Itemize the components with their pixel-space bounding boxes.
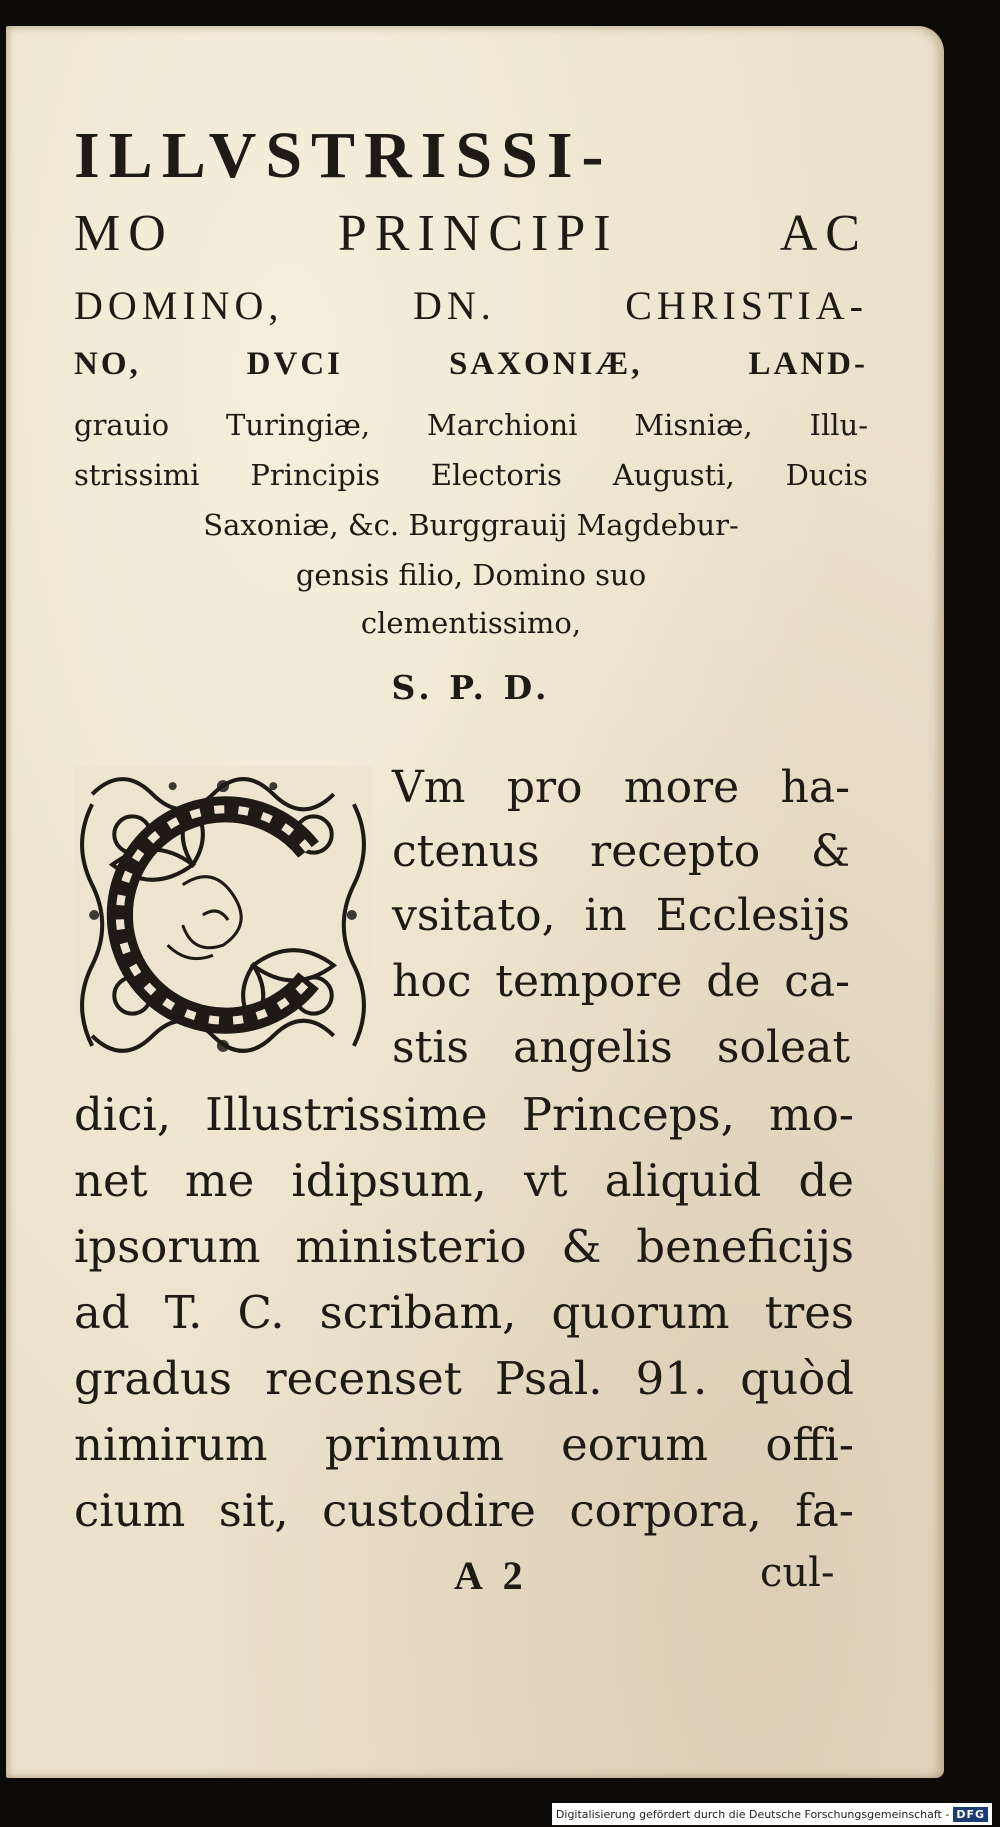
dedication-heading-line-1: ILLVSTRISSI- — [74, 119, 613, 192]
book-page — [6, 26, 944, 1778]
dedication-heading-line-3: DOMINO, DN. CHRISTIA- — [74, 283, 868, 328]
body-line-12: cium sit, custodire corpora, fa- — [74, 1484, 854, 1537]
body-line-3: vsitato, in Ecclesijs — [392, 890, 850, 941]
decorated-initial-c — [72, 764, 374, 1066]
body-line-11: nimirum primum eorum offi- — [74, 1418, 854, 1471]
dedication-heading-line-7: Saxoniæ, &c. Burggrauij Magdebur- — [203, 508, 739, 542]
body-line-1: Vm pro more ha- — [392, 762, 850, 813]
signature-mark: A 2 — [454, 1553, 529, 1598]
body-line-4: hoc tempore de ca- — [392, 956, 850, 1007]
body-line-5: stis angelis soleat — [392, 1022, 850, 1073]
dedication-heading-line-8: gensis filio, Domino suo — [295, 558, 647, 592]
dfg-logo: DFG — [953, 1807, 988, 1822]
body-line-8: ipsorum ministerio & beneficijs — [74, 1220, 854, 1273]
body-line-2: ctenus recepto & — [392, 826, 850, 877]
dedication-heading-line-9: clementissimo, — [360, 606, 582, 640]
body-line-9: ad T. C. scribam, quorum tres — [74, 1286, 854, 1339]
dedication-heading-line-2: MO PRINCIPI AC — [74, 205, 868, 262]
body-line-6: dici, Illustrissime Princeps, mo- — [74, 1088, 854, 1141]
dedication-heading-line-5: grauio Turingiæ, Marchioni Misniæ, Illu- — [74, 408, 868, 442]
footer-text: Digitalisierung gefördert durch die Deutsche Forschungsgemeinschaft - — [555, 1807, 950, 1821]
body-line-7: net me idipsum, vt aliquid de — [74, 1154, 854, 1207]
catchword: cul- — [760, 1550, 835, 1596]
dedication-heading-line-4: NO, DVCI SAXONIÆ, LAND- — [74, 346, 868, 382]
salutation: S. P. D. — [391, 668, 551, 707]
digitization-footer — [552, 1803, 992, 1825]
dedication-heading-line-6: strissimi Principis Electoris Augusti, Ducis — [74, 458, 868, 492]
body-line-10: gradus recenset Psal. 91. quòd — [74, 1352, 854, 1405]
